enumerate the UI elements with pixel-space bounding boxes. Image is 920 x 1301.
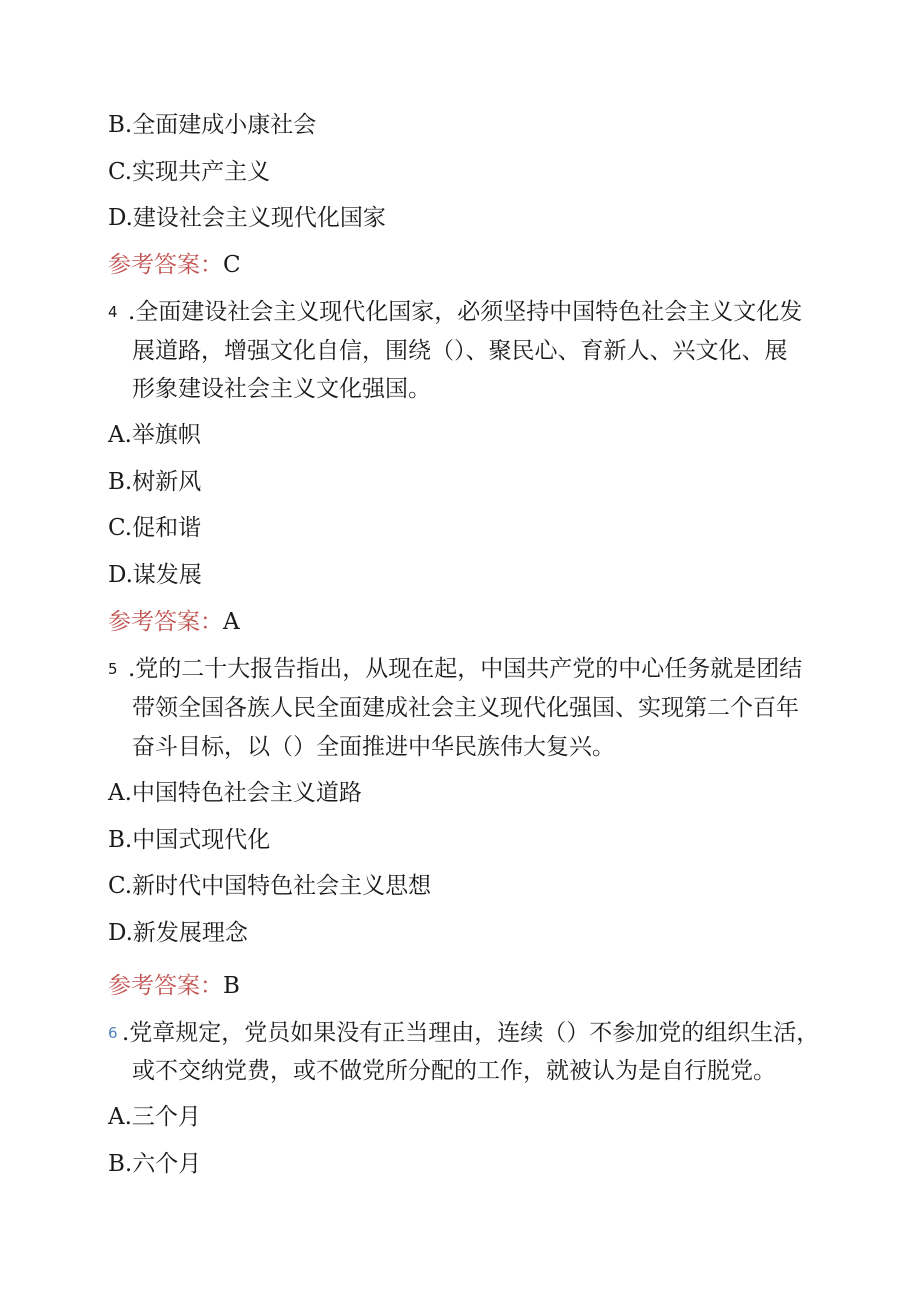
q3-answer-label: 参考答案：: [108, 252, 223, 278]
q4-answer-value: A: [223, 609, 240, 635]
q5-option-c: C.新时代中国特色社会主义思想: [108, 873, 432, 899]
q3-answer: [108, 250, 241, 280]
q4-option-d: D.谋发展: [108, 562, 202, 588]
q5-option-a: A.中国特色社会主义道路: [108, 780, 362, 806]
q6-number: 6: [108, 1024, 118, 1042]
q5-option-b: B.中国式现代化: [108, 827, 271, 853]
q5-text-line-3: 奋斗目标，以（）全面推进中华民族伟大复兴。: [132, 734, 615, 760]
q4-answer-label: 参考答案：: [108, 609, 223, 635]
q5-text-line-1: .党的二十大报告指出，从现在起，中国共产党的中心任务就是团结: [128, 656, 803, 682]
q4-text-line-2: 展道路，增强文化自信，围绕（）、聚民心、育新人、兴文化、展: [132, 338, 788, 364]
q5-number: 5: [108, 660, 118, 678]
q4-option-a: A.举旗帜: [108, 422, 201, 448]
q3-option-d: D.建设社会主义现代化国家: [108, 205, 386, 231]
q4-text-line-1: .全面建设社会主义现代化国家，必须坚持中国特色社会主义文化发: [128, 299, 803, 325]
q6-option-a: A.三个月: [108, 1104, 201, 1130]
q4-number: 4: [108, 303, 118, 321]
q5-text-line-2: 带领全国各族人民全面建成社会主义现代化强国、实现第二个百年: [132, 695, 799, 721]
q4-option-c: C.促和谐: [108, 515, 202, 541]
q5-answer: [108, 971, 240, 1001]
q6-option-b: B.六个月: [108, 1151, 202, 1177]
q4-answer: [108, 607, 240, 637]
q3-answer-value: C: [223, 252, 241, 278]
q5-answer-label: 参考答案：: [108, 973, 223, 999]
q4-text-line-3: 形象建设社会主义文化强国。: [132, 376, 431, 402]
q6-text-line-2: 或不交纳党费，或不做党所分配的工作，就被认为是自行脱党。: [132, 1058, 776, 1084]
q5-answer-value: B: [223, 973, 240, 999]
q5-option-d: D.新发展理念: [108, 920, 248, 946]
q3-option-c: C.实现共产主义: [108, 159, 271, 185]
q3-option-b: B.全面建成小康社会: [108, 112, 317, 138]
q4-option-b: B.树新风: [108, 469, 202, 495]
q6-text-line-1: .党章规定，党员如果没有正当理由，连续（）不参加党的组织生活，: [122, 1020, 820, 1046]
